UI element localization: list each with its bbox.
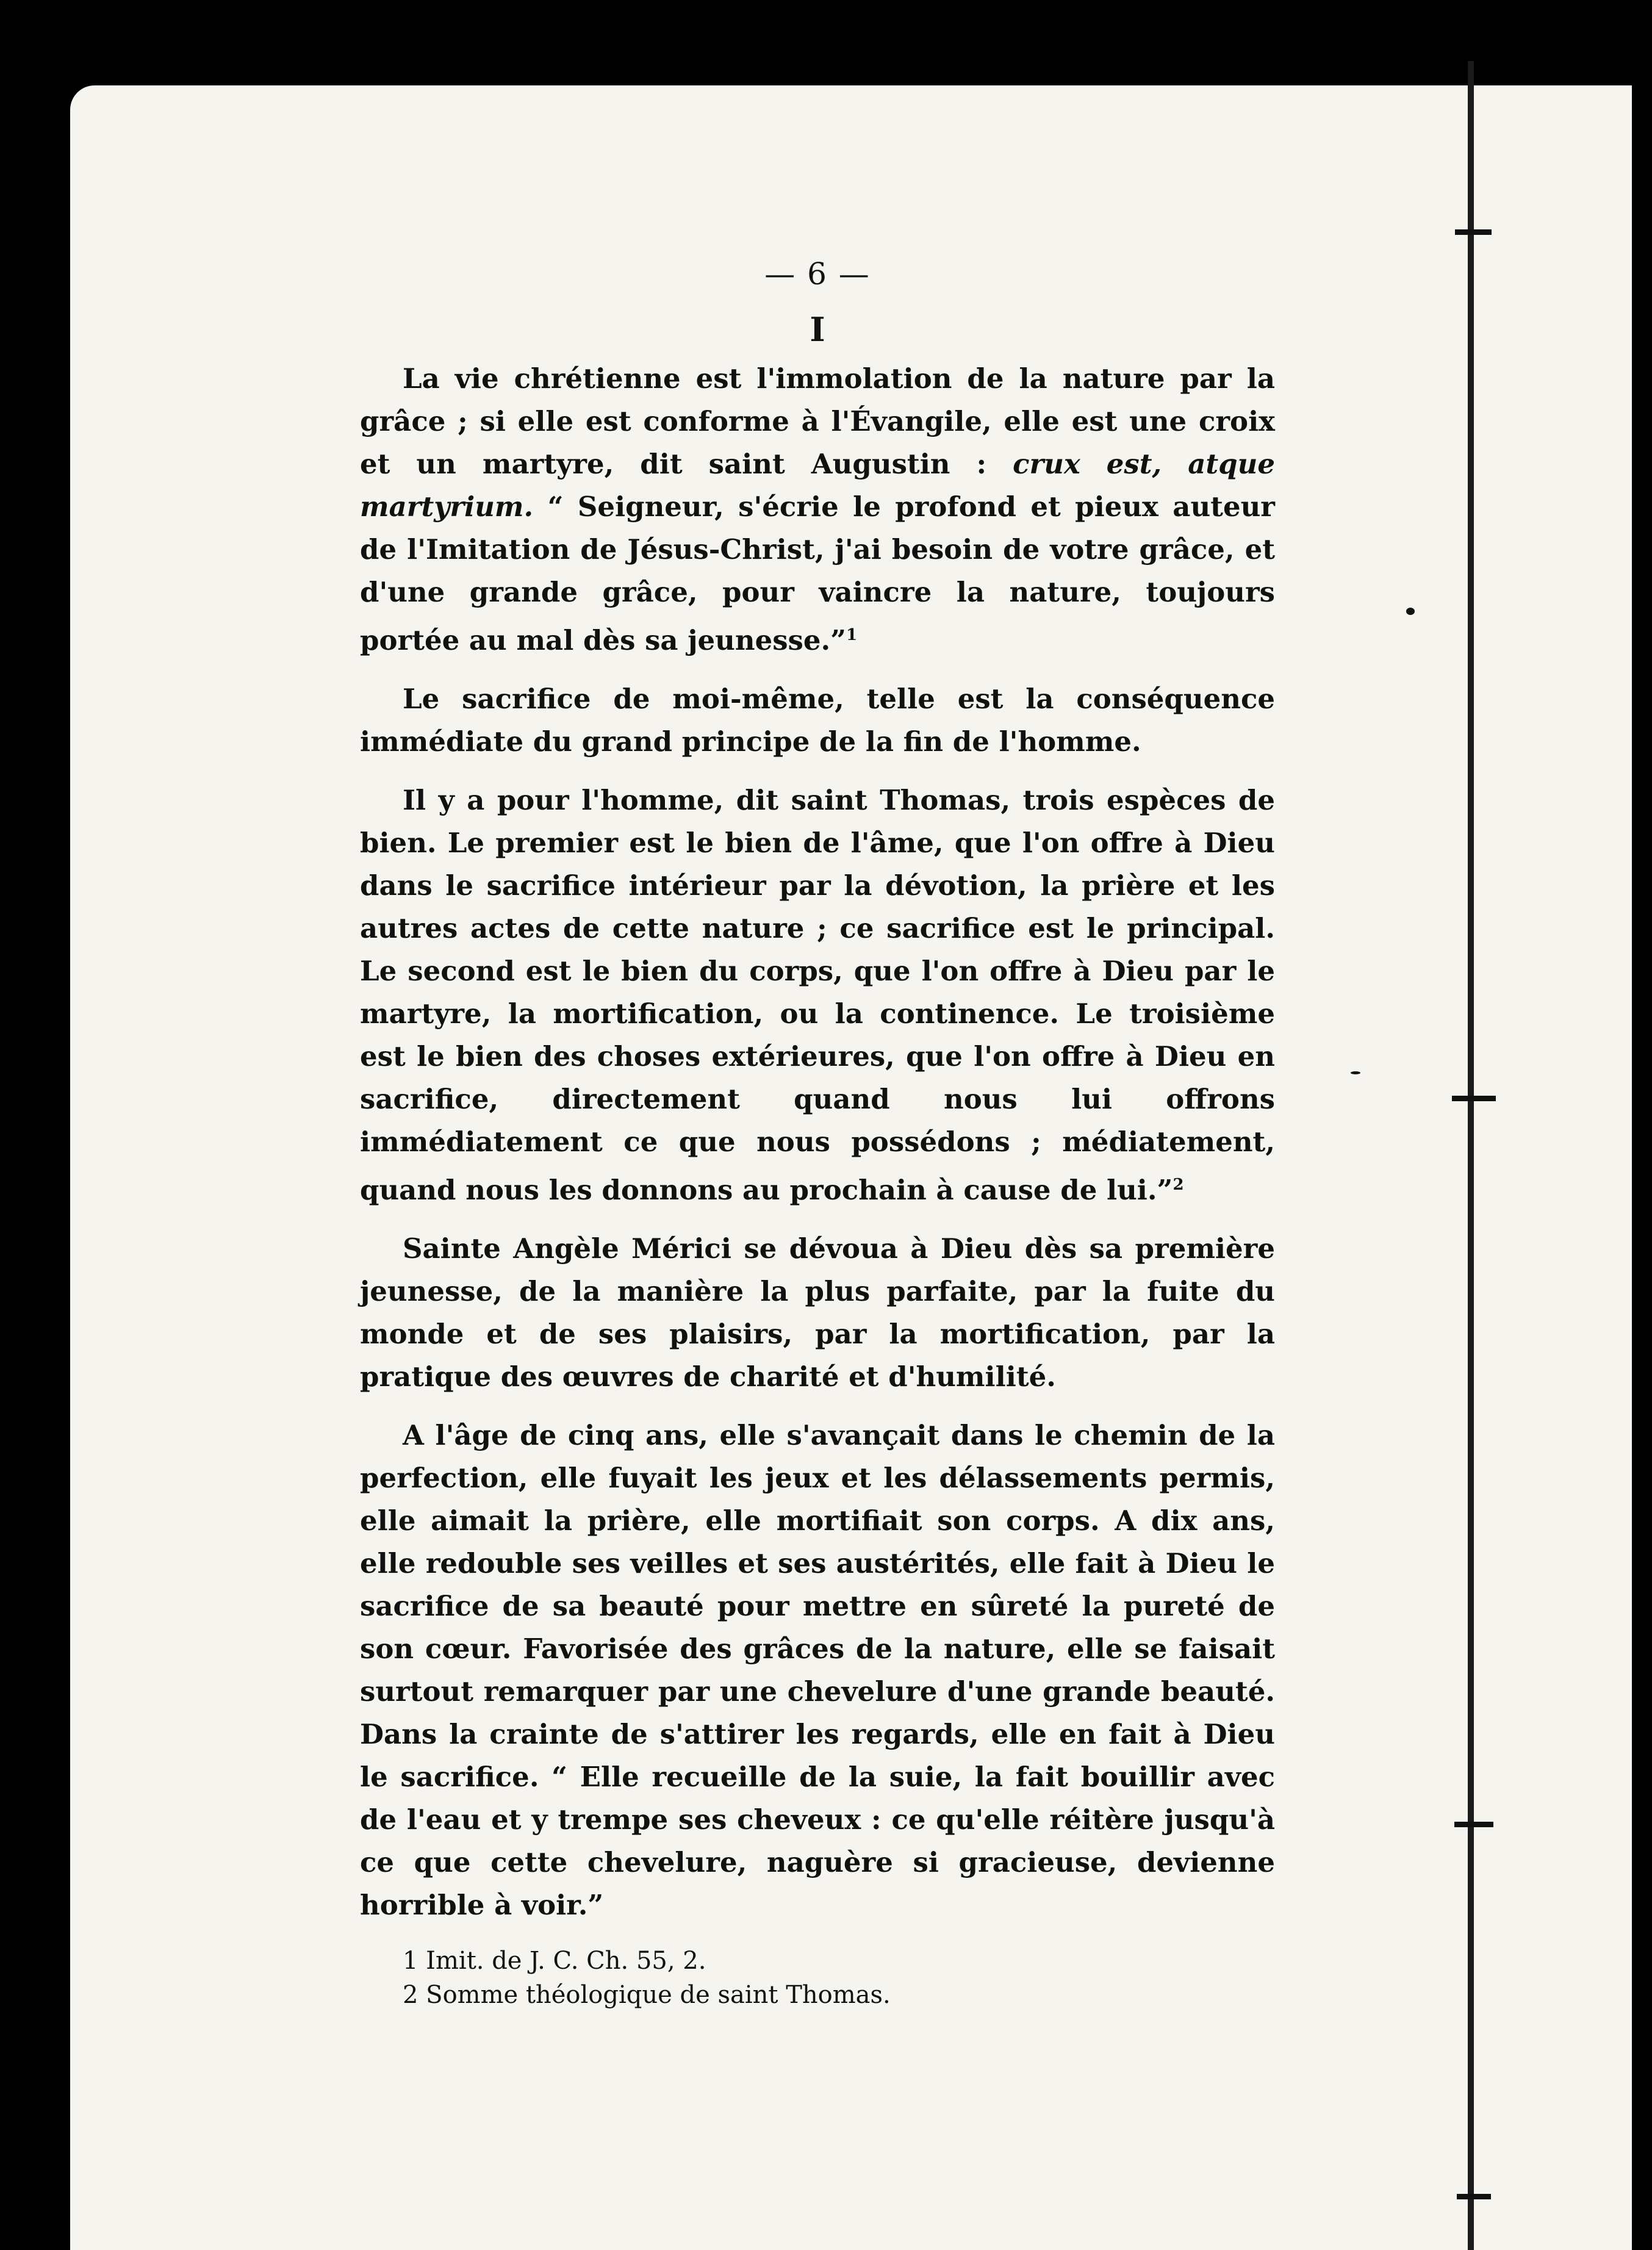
paragraph-text: Le sacrifice de moi-même, telle est la conséquence immédiate du grand principe de la fin de l'homme. <box>360 683 1275 758</box>
scan-speck <box>1351 1071 1360 1074</box>
page-text <box>360 256 1275 2012</box>
paragraph <box>360 1414 1275 1927</box>
footnotes <box>360 1944 1275 2012</box>
paragraph-text: Sainte Angèle Mérici se dévoua à Dieu dès sa première jeunesse, de la manière la plus parfaite, par la fuite du monde et de ses plaisirs, par la mortification, par la pratique des œuvres de charité et d'humilité. <box>360 1232 1275 1393</box>
latin-quote: crux est, atque martyrium. <box>360 448 1275 523</box>
footnote-reference: 1 <box>846 626 858 644</box>
binding-mark <box>1454 1822 1493 1827</box>
paragraph-text: A l'âge de cinq ans, elle s'avançait dans le chemin de la perfection, elle fuyait les jeux et les délassements permis, elle aimait la prière, elle mortifiait son corps. A dix ans, elle redouble ses veilles et ses austérités, elle fait à Dieu le sacrifice de sa beauté pour mettre en sûreté la pureté de son cœur. Favorisée des grâces de la nature, elle se faisait surtout remarquer par une chevelure d'une grande beauté. Dans la crainte de s'attirer les regards, elle en fait à Dieu le sacrifice. “ Elle recueille de la suie, la fait bouillir avec de l'eau et y trempe ses cheveux : ce qu'elle réitère jusqu'à ce que cette chevelure, naguère si gracieuse, devienne horrible à voir.” <box>360 1419 1275 1921</box>
binding-edge <box>1468 61 1474 2250</box>
paragraph <box>360 1227 1275 1398</box>
scan-speck <box>1406 608 1415 615</box>
paragraph-text: Il y a pour l'homme, dit saint Thomas, trois espèces de bien. Le premier est le bien de l'âme, que l'on offre à Dieu dans le sacrifice intérieur par la dévotion, la prière et les autres actes de cette nature ; ce sacrifice est le principal. Le second est le bien du corps, que l'on offre à Dieu par le martyre, la mortification, ou la continence. Le troisième est le bien des choses extérieures, que l'on offre à Dieu en sacrifice, directement quand nous lui offrons immédiatement ce que nous possédons ; médiatement, quand nous les donnons au prochain à cause de lui.” <box>360 784 1275 1206</box>
paragraph-text: La vie chrétienne est l'immolation de la nature par la grâce ; si elle est conforme à l'Évangile, elle est une croix et un martyre, dit saint Augustin : <box>360 362 1275 480</box>
paragraph <box>360 358 1275 662</box>
binding-mark <box>1455 229 1492 235</box>
footnote: 1 Imit. de J. C. Ch. 55, 2. <box>403 1947 706 1975</box>
paragraph-text: “ Seigneur, s'écrie le profond et pieux auteur de l'Imitation de Jésus-Christ, j'ai besoin de votre grâce, et d'une grande grâce, pour vaincre la nature, toujours portée au mal dès sa jeunesse.” <box>360 491 1275 656</box>
binding-mark <box>1457 2194 1491 2199</box>
paragraph <box>360 678 1275 763</box>
footnote-reference: 2 <box>1173 1176 1184 1194</box>
section-heading: I <box>810 310 825 349</box>
footnote: 2 Somme théologique de saint Thomas. <box>403 1981 891 2009</box>
binding-mark <box>1452 1096 1496 1101</box>
page-number: — 6 — <box>764 256 871 292</box>
paragraph <box>360 779 1275 1212</box>
